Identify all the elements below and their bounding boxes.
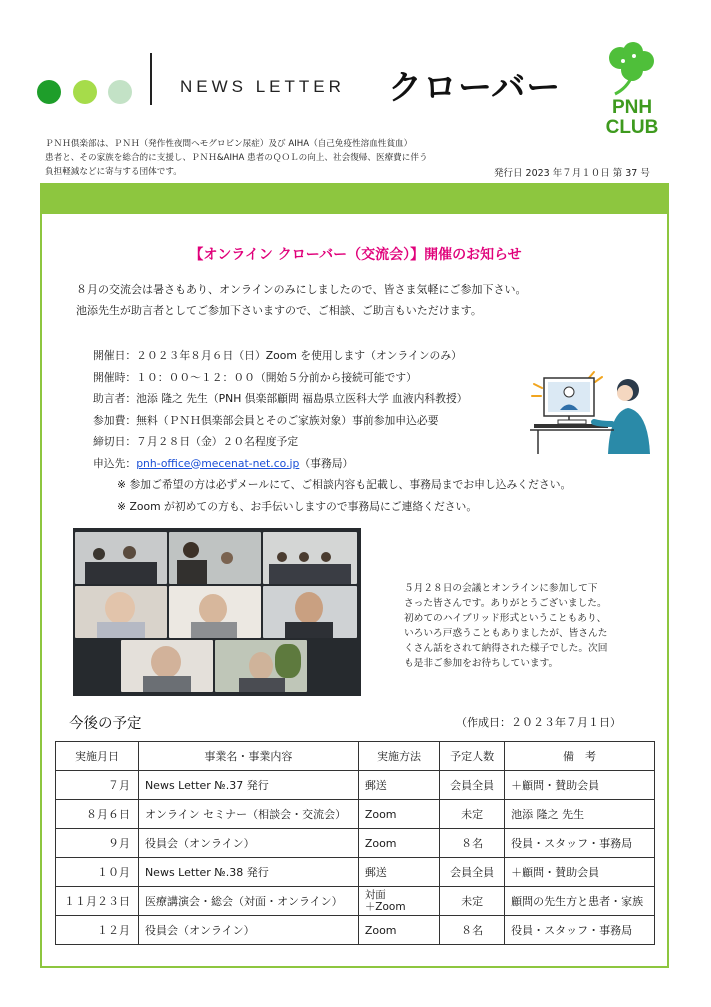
organization-description: [45, 137, 495, 179]
table-cell: 対面 ＋Zoom: [358, 887, 439, 916]
table-cell: 顧問の先生方と患者・家族: [505, 887, 655, 916]
org-desc-line: 患者と、その家族を総合的に支援し、ＰＮＨ&AIHA 患者のＱＯＬの向上、社会復帰、医療費に伴う: [45, 153, 428, 163]
table-cell: 未定: [440, 800, 505, 829]
table-cell: ＋顧問・賛助会員: [505, 858, 655, 887]
schedule-table: [55, 741, 655, 945]
thanks-line: くさん話をされて納得された様子でした。次回: [404, 643, 608, 654]
table-cell: News Letter №.38 発行: [138, 858, 358, 887]
table-row: [56, 916, 655, 945]
photo-tile: [215, 640, 307, 692]
header-dot-2: [73, 80, 97, 104]
table-row: [56, 829, 655, 858]
table-cell: 会員全員: [440, 771, 505, 800]
detail-apply: [93, 453, 571, 475]
table-cell: １２月: [56, 916, 139, 945]
table-cell: ＋顧問・賛助会員: [505, 771, 655, 800]
thanks-line: ５月２８日の会議とオンラインに参加して下: [404, 583, 598, 594]
thanks-line: 初めてのハイブリッド形式ということもあり、: [404, 613, 607, 624]
table-cell: 役員会（オンライン）: [138, 916, 358, 945]
apply-label: 申込先：: [93, 456, 137, 470]
intro-line: ８月の交流会は暑さもあり、オンラインのみにしましたので、皆さま気軽にご参加下さい。: [76, 283, 527, 296]
newsletter-title: クローバー: [388, 68, 562, 108]
table-cell: 郵送: [358, 771, 439, 800]
table-cell: オンライン セミナー（相談会・交流会）: [138, 800, 358, 829]
schedule-body: [56, 771, 655, 945]
table-row: [56, 858, 655, 887]
announcement-title: 【オンライン クローバー（交流会）】開催のお知らせ: [189, 247, 522, 263]
detail-fee: 参加費：無料（ＰＮＨ倶楽部会員とそのご家族対象）事前参加申込必要: [93, 413, 439, 427]
table-cell: Zoom: [358, 800, 439, 829]
newsletter-label: NEWS LETTER: [180, 77, 345, 96]
table-cell: １１月２３日: [56, 887, 139, 916]
photo-tile: [263, 532, 357, 584]
meeting-photo: [73, 528, 361, 696]
pnh-club-logo: [593, 42, 671, 142]
table-cell: ８月６日: [56, 800, 139, 829]
thanks-line: いろいろ戸惑うこともありましたが、皆さんた: [404, 628, 608, 639]
table-cell: ８名: [440, 829, 505, 858]
table-cell: 未定: [440, 887, 505, 916]
table-cell: 医療講演会・総会（対面・オンライン）: [138, 887, 358, 916]
intro-line: 池添先生が助言者としてご参加下さいますので、ご相談、ご助言もいただけます。: [76, 304, 482, 317]
apply-suffix: （事務局）: [299, 456, 354, 470]
table-cell: 役員・スタッフ・事務局: [505, 916, 655, 945]
table-cell: ８名: [440, 916, 505, 945]
photo-tile: [75, 532, 167, 584]
table-cell: ９月: [56, 829, 139, 858]
note-zoom: ※ Zoom が初めての方も、お手伝いしますので事務局にご連絡ください。: [117, 499, 478, 513]
schedule-title: 今後の予定: [69, 716, 142, 732]
logo-text-club: CLUB: [605, 117, 659, 138]
note-email: ※ 参加ご希望の方は必ずメールにて、ご相談内容も記載し、事務局までお申し込みください。: [117, 478, 572, 491]
photo-tile: [121, 640, 213, 692]
table-cell: ７月: [56, 771, 139, 800]
header-event: 事業名・事業内容: [138, 742, 358, 771]
header-dot-1: [37, 80, 61, 104]
table-cell: 役員会（オンライン）: [138, 829, 358, 858]
table-row: [56, 887, 655, 916]
thanks-line: さった皆さんです。ありがとうございました。: [404, 598, 607, 609]
photo-tile: [169, 532, 261, 584]
org-desc-line: ＰＮＨ倶楽部は、ＰＮＨ（発作性夜間ヘモグロビン尿症）及び AIHA（自己免疫性溶血性貧血）: [45, 139, 413, 149]
table-cell: Zoom: [358, 829, 439, 858]
table-row: [56, 771, 655, 800]
header-date: 実施月日: [56, 742, 139, 771]
table-row: [56, 800, 655, 829]
table-cell: 会員全員: [440, 858, 505, 887]
table-cell: １０月: [56, 858, 139, 887]
header-count: 予定人数: [440, 742, 505, 771]
table-cell: 池添 隆之 先生: [505, 800, 655, 829]
table-cell: 郵送: [358, 858, 439, 887]
photo-tile: [169, 586, 261, 638]
header-remarks: 備 考: [505, 742, 655, 771]
table-cell: News Letter №.37 発行: [138, 771, 358, 800]
detail-deadline: 締切日：７月２８日（金）２０名程度予定: [93, 435, 299, 448]
table-cell: Zoom: [358, 916, 439, 945]
schedule-header-row: [56, 742, 655, 771]
table-cell: 役員・スタッフ・事務局: [505, 829, 655, 858]
clover-icon: [593, 42, 671, 98]
header-dot-3: [108, 80, 132, 104]
detail-advisor: 助言者：池添 隆之 先生（PNH 倶楽部顧問 福島県立医科大学 血液内科教授）: [93, 392, 468, 405]
photo-tile: [263, 586, 357, 638]
thanks-line: も是非ご参加をお待ちしています。: [404, 658, 559, 669]
thanks-message: [404, 581, 636, 671]
detail-time: 開催時：１０：００〜１２：００（開始５分前から接続可能です）: [93, 370, 417, 384]
detail-date: 開催日：２０２３年８月６日（日）Zoom を使用します（オンラインのみ）: [93, 349, 462, 362]
apply-email-link[interactable]: pnh-office@mecenat-net.co.jp: [136, 456, 300, 470]
event-details: [93, 345, 571, 517]
online-meeting-illustration: [528, 368, 658, 458]
org-desc-line: 負担軽減などに寄与する団体です。: [45, 167, 182, 177]
header-method: 実施方法: [358, 742, 439, 771]
schedule-created-date: （作成日：２０２３年７月１日）: [456, 716, 621, 729]
logo-text-pnh: PNH: [611, 97, 653, 118]
header-divider: [150, 53, 152, 105]
photo-tile: [75, 586, 167, 638]
issue-info: 発行日 2023 年７月１０日 第 37 号: [494, 168, 650, 179]
